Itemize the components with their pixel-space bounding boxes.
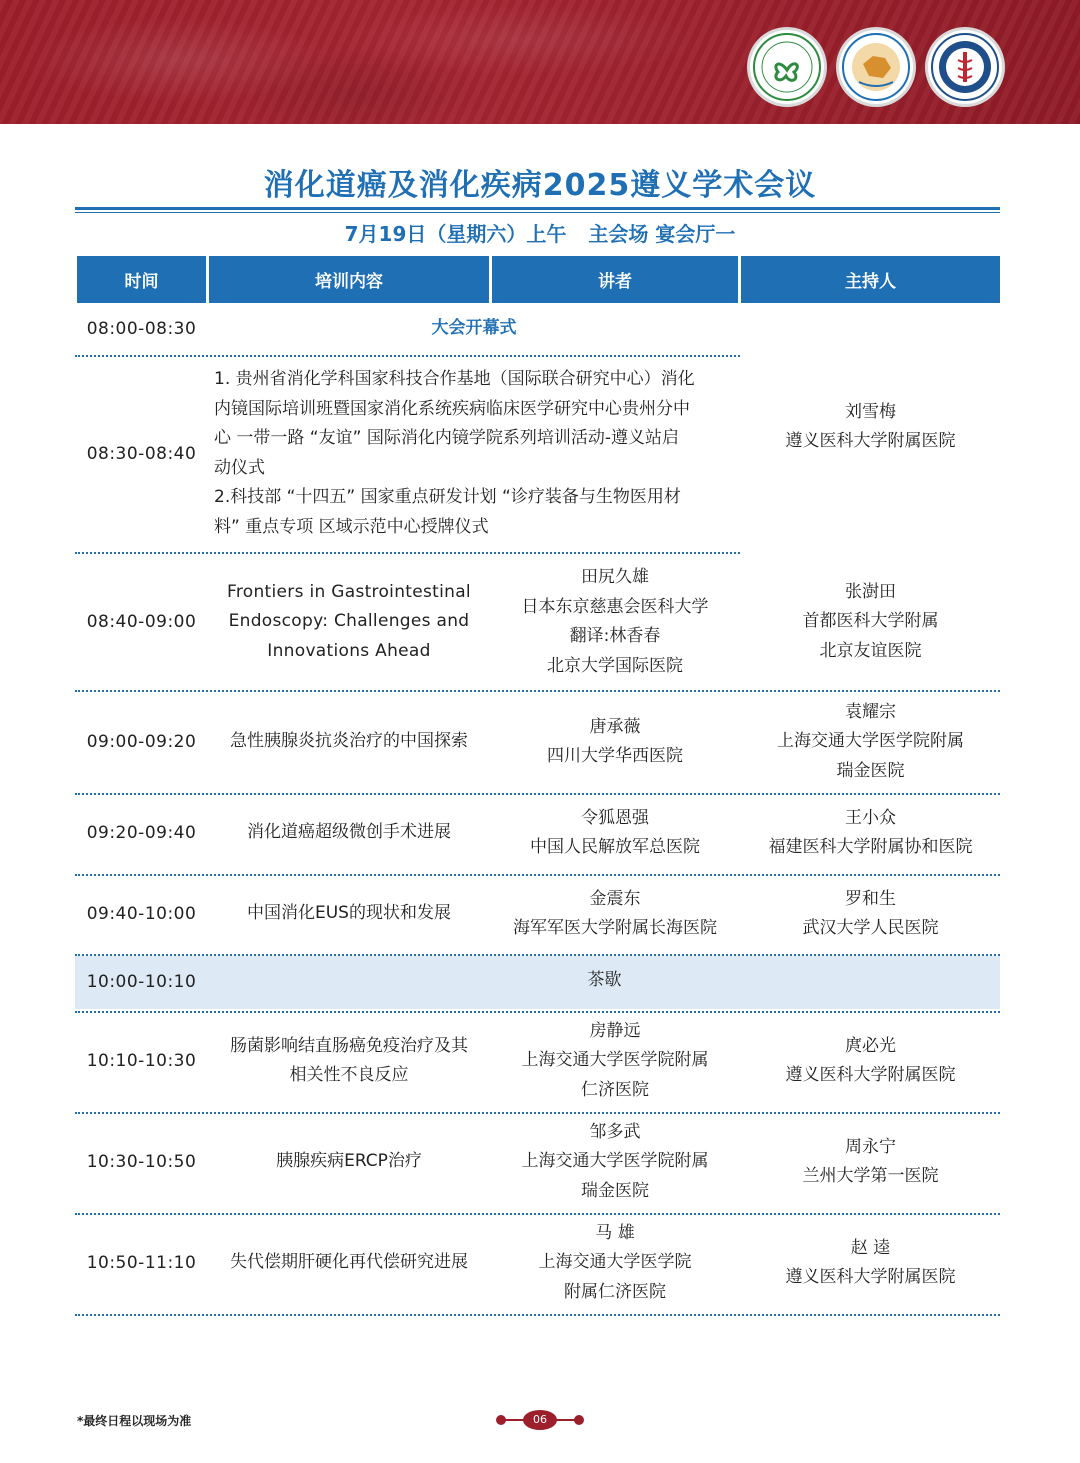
speaker-affiliation: 瑞金医院 [581,1180,649,1201]
host-affiliation: 遵义医科大学附属医院 [785,431,956,451]
talk-title-line: Innovations Ahead [267,640,431,661]
page-number: 06 [533,1413,547,1426]
host-affiliation: 武汉大学人民医院 [802,918,939,938]
host-affiliation: 北京友谊医院 [819,640,922,661]
speaker-affiliation: 上海交通大学医学院 [538,1252,692,1273]
translator: 翻译:林香春 [569,626,661,646]
talk-title-line: Endoscopy: Challenges and [228,611,470,632]
opening-ceremony-label: 大会开幕式 [431,318,517,339]
host-info [741,697,1000,787]
speaker-affiliation: 四川大学华西医院 [547,746,683,766]
host-info [741,800,1000,866]
speaker-info [492,1218,738,1308]
speaker-name: 田尻久雄 [581,567,649,587]
column-header-host: 主持人 [741,256,1000,303]
speaker-info [492,881,738,947]
row-time: 09:00-09:20 [86,732,197,753]
row-time: 09:20-09:40 [86,823,197,844]
tea-break-time: 10:00-10:10 [86,971,197,992]
host-info [741,1117,1000,1207]
host-info [741,562,1000,682]
host-affiliation: 福建医科大学附属协和医院 [768,837,973,857]
row-divider [75,793,1000,795]
talk-title: 消化道癌超级微创手术进展 [247,822,451,843]
ceremony-host [741,312,1000,542]
talk-title: 失代偿期肝硬化再代偿研究进展 [230,1252,468,1273]
speaker-info [492,800,738,866]
speaker-info [492,697,738,787]
column-header-time: 时间 [77,256,206,303]
ceremony-content [209,365,739,543]
talk-title-line: 相关性不良反应 [289,1065,409,1085]
ceremony-line: 1. 贵州省消化学科国家科技合作基地（国际联合研究中心）消化 [214,369,695,389]
column-header-content: 培训内容 [209,256,489,303]
host-name: 罗和生 [845,888,896,909]
ceremony-line: 心 一带一路 “友谊” 国际消化内镜学院系列培训活动-遵义站启 [214,428,679,448]
speaker-affiliation: 海军军医大学附属长海医院 [513,918,717,938]
ceremony-line: 动仪式 [214,457,265,478]
speaker-info [492,562,738,682]
talk-title: 胰腺疾病ERCP治疗 [276,1151,422,1172]
tea-break-label: 茶歇 [587,970,622,991]
speaker-affiliation: 日本东京慈惠会医科大学 [521,596,709,617]
host-info [741,881,1000,947]
host-name: 袁耀宗 [845,701,896,722]
host-affiliation: 遵义医科大学附属医院 [785,1267,956,1287]
row-divider [75,355,740,357]
page-number-badge [493,1408,587,1432]
speaker-affiliation: 上海交通大学医学院附属 [521,1151,709,1172]
row-divider [75,1314,1000,1316]
row-time: 10:50-11:10 [86,1253,197,1274]
row-divider [75,1213,1000,1215]
host-name: 赵 逵 [850,1237,891,1258]
host-name: 庹必光 [845,1035,896,1056]
row-time: 09:40-10:00 [86,904,197,925]
row-time: 08:40-09:00 [86,612,197,633]
title-divider [75,207,1000,210]
footnote: *最终日程以现场为准 [77,1414,192,1428]
talk-title-line: 肠菌影响结直肠癌免疫治疗及其 [230,1035,468,1056]
row-divider [75,1011,1000,1013]
speaker-name: 房静远 [589,1020,641,1041]
header-banner [0,0,1080,124]
row-divider [75,552,740,554]
host-affiliation: 遵义医科大学附属医院 [785,1065,956,1085]
talk-title: 中国消化EUS的现状和发展 [247,903,451,924]
association-logo-icon [750,30,824,104]
speaker-affiliation: 仁济医院 [581,1079,649,1100]
host-name: 王小众 [845,807,896,828]
row-time: 10:30-10:50 [86,1152,197,1173]
session-venue: 主会场 宴会厅一 [588,222,736,246]
row-divider [75,1112,1000,1114]
host-name: 周永宁 [845,1136,896,1157]
page-title: 消化道癌及消化疾病2025遵义学术会议 [263,168,817,203]
speaker-name: 马 雄 [595,1222,635,1243]
host-name: 刘雪梅 [845,401,896,422]
opening-time: 08:00-08:30 [86,319,197,340]
speaker-name: 邹多武 [589,1121,641,1142]
ceremony-line: 料” 重点专项 区域示范中心授牌仪式 [214,516,489,537]
speaker-info [492,1016,738,1106]
host-affiliation: 兰州大学第一医院 [802,1166,939,1186]
speaker-name: 唐承薇 [589,716,641,737]
speaker-name: 令狐恩强 [581,807,649,828]
host-name: 张澍田 [845,581,896,602]
ceremony-time: 08:30-08:40 [86,444,197,465]
banner-texture [0,0,1080,124]
talk-title-line: Frontiers in Gastrointestinal [227,581,471,602]
medical-society-logo-icon [928,30,1002,104]
host-info [741,1218,1000,1308]
talk-title [209,1016,489,1106]
talk-title [209,562,489,682]
ceremony-line: 2.科技部 “十四五” 国家重点研发计划 “诊疗装备与生物医用材 [214,487,681,507]
speaker-affiliation: 附属仁济医院 [564,1281,666,1302]
speaker-affiliation: 中国人民解放军总医院 [530,837,700,857]
host-affiliation: 瑞金医院 [836,760,905,781]
host-affiliation: 首都医科大学附属 [802,611,939,632]
guizhou-association-logo-icon [839,30,913,104]
speaker-info [492,1117,738,1207]
speaker-affiliation: 上海交通大学医学院附属 [521,1050,709,1071]
row-divider [75,690,1000,692]
row-divider [75,874,1000,876]
host-affiliation: 上海交通大学医学院附属 [777,731,964,752]
talk-title: 急性胰腺炎抗炎治疗的中国探索 [230,731,468,752]
title-divider-thin [75,212,1000,213]
row-time: 10:10-10:30 [86,1051,197,1072]
speaker-name: 金震东 [589,888,641,909]
translator-affiliation: 北京大学国际医院 [547,655,683,676]
session-subtitle [0,218,1080,247]
column-header-speaker: 讲者 [492,256,738,303]
host-info [741,1016,1000,1106]
session-date: 7月19日（星期六）上午 [344,222,567,246]
ceremony-line: 内镜国际培训班暨国家消化系统疾病临床医学研究中心贵州分中 [214,398,690,419]
